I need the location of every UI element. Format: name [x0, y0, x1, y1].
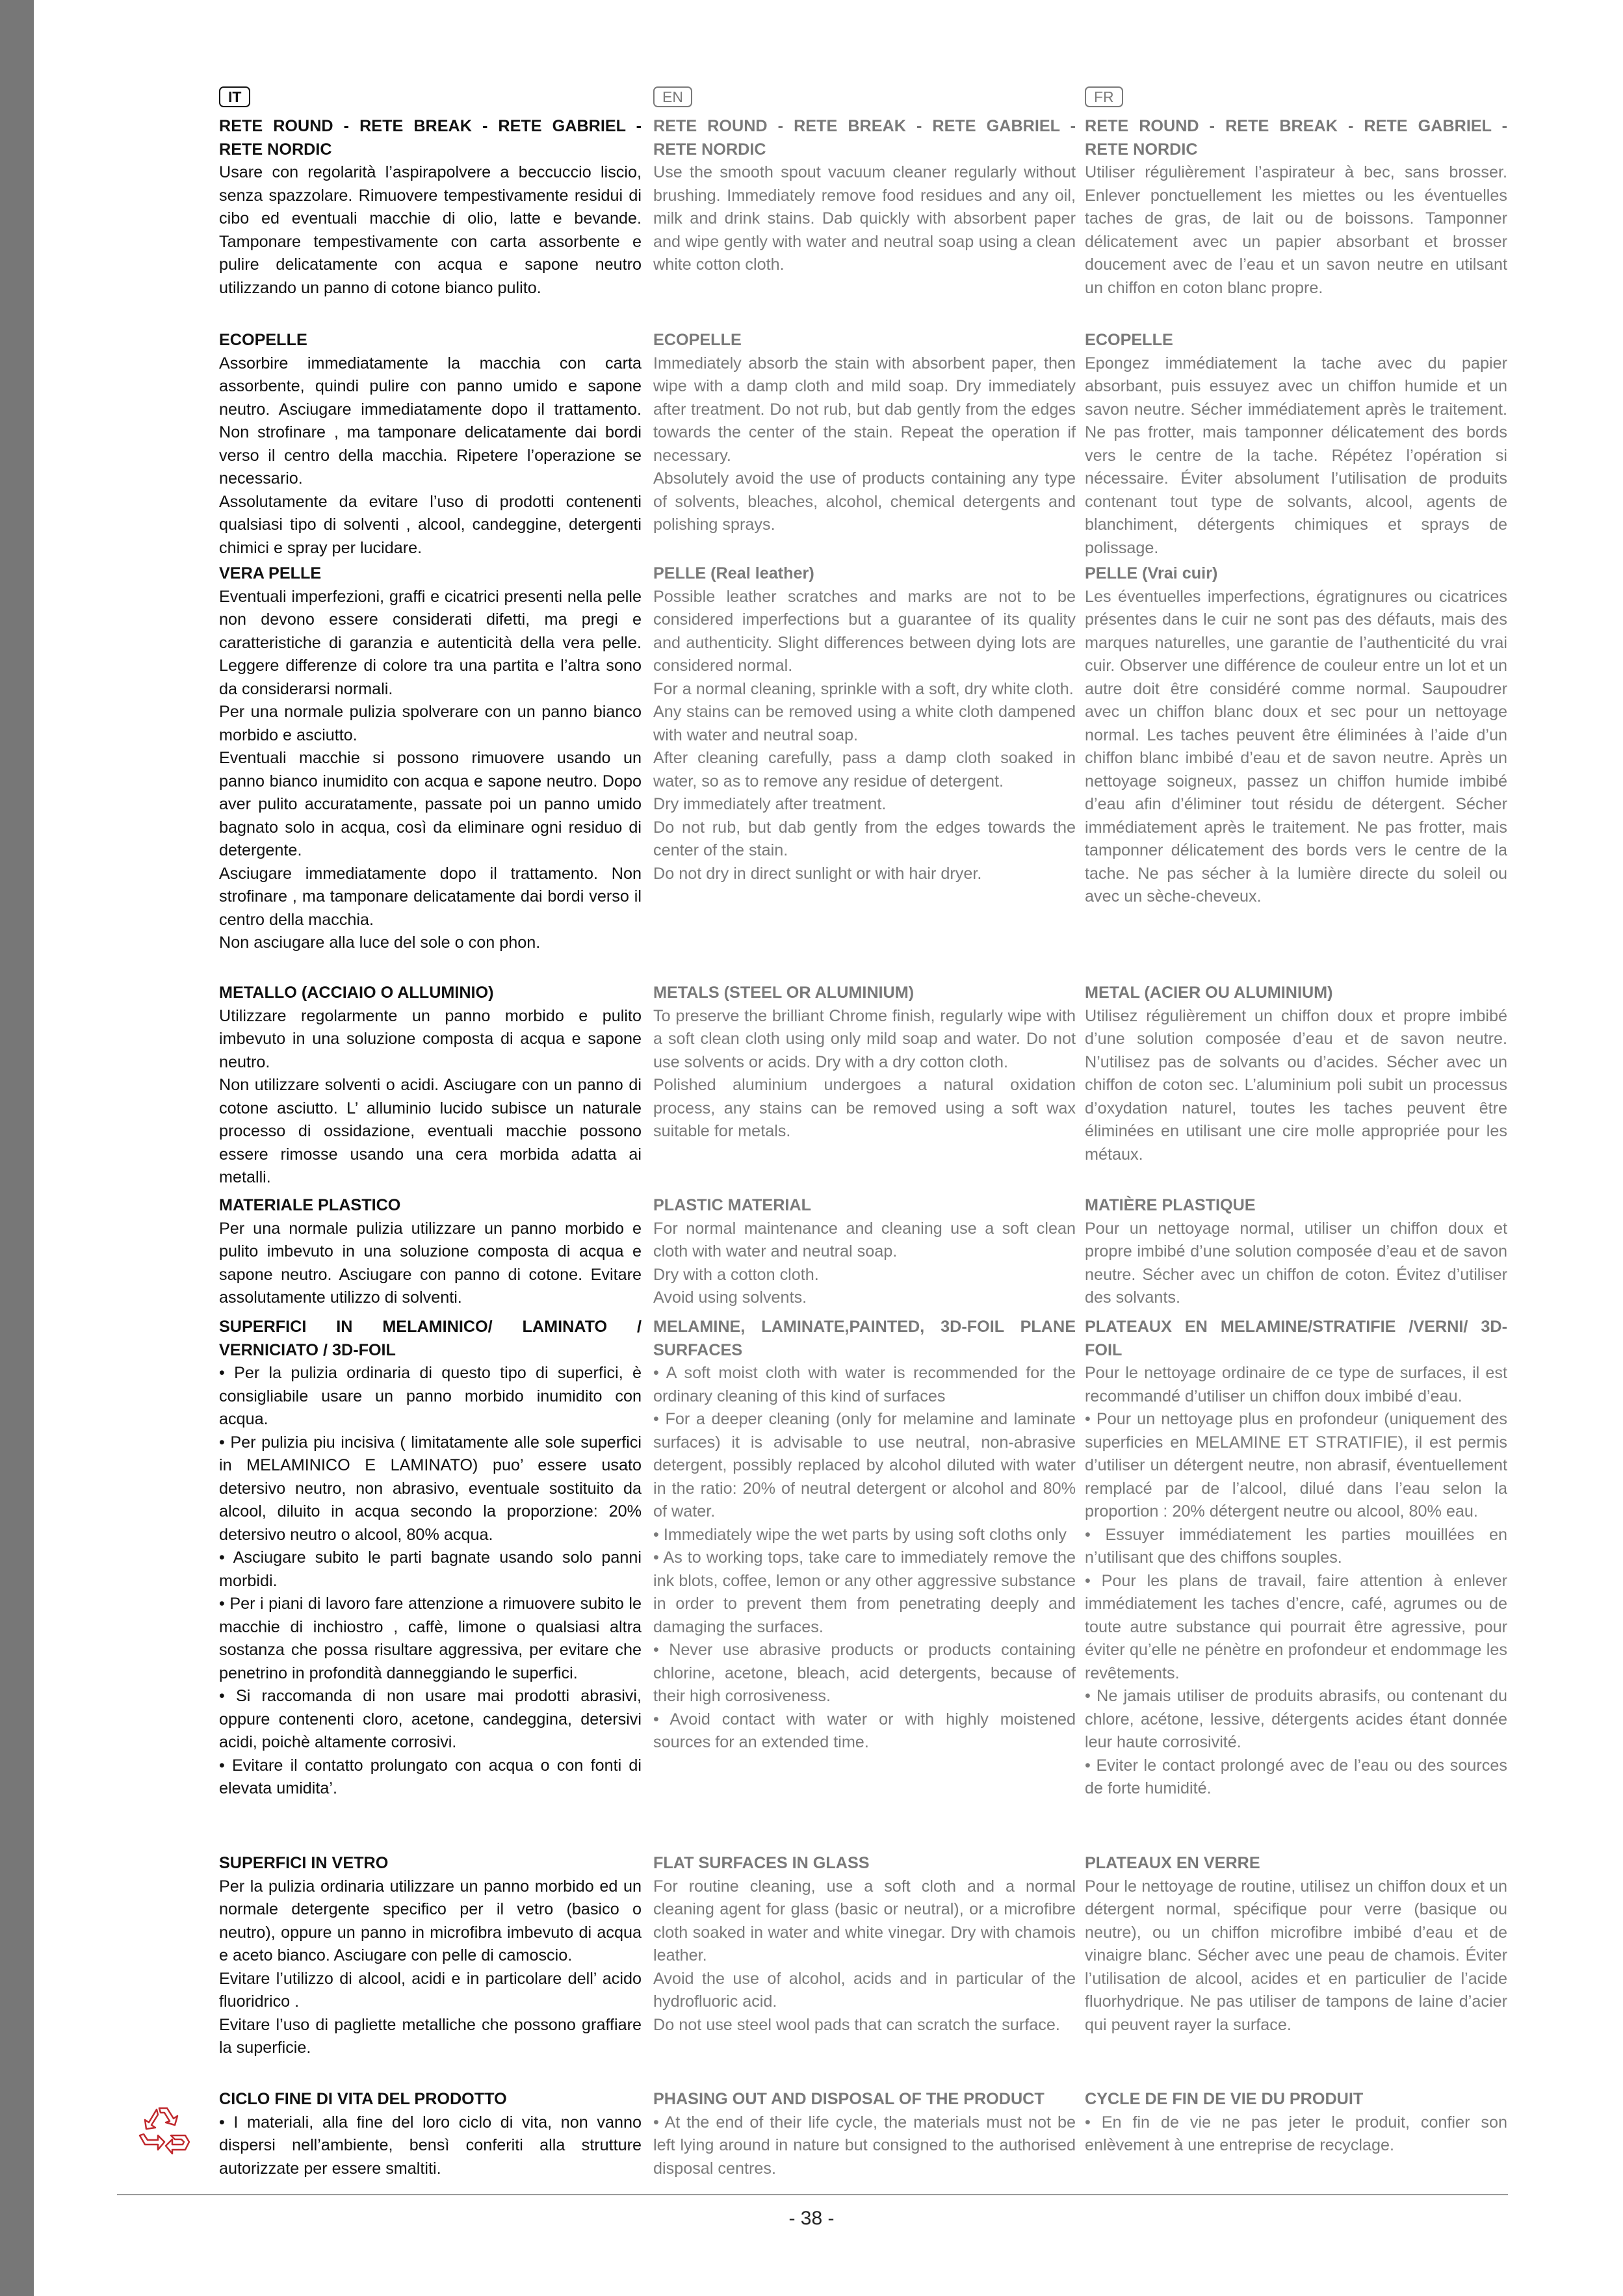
section-en-3 [653, 982, 1076, 1143]
section-title: PLATEAUX EN VERRE [1085, 1854, 1260, 1872]
section-it-3 [219, 982, 642, 1190]
paragraph: Usare con regolarità l’aspirapolvere a beccuccio liscio, senza spazzolare. Rimuovere tempestivamente residui di cibo ed eventuali macchie di olio, latte e bevande. Tamponare tempestivamente con carta assorbente e pulire delicatamente con acqua e sapone neutro utilizzando un panno di cotone bianco pulito. [219, 163, 642, 297]
section-en-2 [653, 562, 1076, 885]
paragraph: Possible leather scratches and marks are not to be considered imperfections but a guarantee of its quality and authenticity. Slight differences between dying lots are considered normal. [653, 587, 1076, 675]
paragraph: • As to working tops, take care to immediately remove the ink blots, coffee, lemon or any other aggressive substance in order to prevent them from penetrating deeply and damaging the surfaces. [653, 1548, 1076, 1636]
section-fr-1 [1085, 329, 1507, 560]
paragraph: • I materiali, alla fine del loro ciclo di vita, non vanno dispersi nell’ambiente, bensì conferiti alla strutture autorizzate per essere smaltiti. [219, 2113, 642, 2178]
section-it-7 [219, 2088, 642, 2180]
paragraph: • Pour les plans de travail, faire attention à enlever immédiatement les taches d’encre, café, agrumes ou de toute autre substance qui pourrait être agressive, pour éviter qu’elle ne pénètre en profondeur et endommage les revêtements. [1085, 1571, 1507, 1682]
paragraph: • Never use abrasive products or products containing chlorine, acetone, bleach, acid detergents, because of their high corrosiveness. [653, 1641, 1076, 1705]
paragraph: • Per pulizia piu incisiva ( limitatamente alle sole superfici in MELAMINICO E LAMINATO) puo’ essere usato detersivo neutro, non abrasivo, eventuale sostituito da alcool, diluito in acqua secondo la proporzione: 20% detersivo neutro o alcool, 80% acqua. [219, 1433, 642, 1544]
section-it-1 [219, 329, 642, 560]
paragraph: Evitare l’uso di pagliette metalliche che possono graffiare la superficie. [219, 2015, 642, 2057]
paragraph: Utilizzare regolarmente un panno morbido e pulito imbevuto in una soluzione composta di acqua e sapone neutro. [219, 1006, 642, 1071]
section-en-0 [653, 115, 1076, 277]
section-title: PELLE (Vrai cuir) [1085, 564, 1218, 582]
paragraph: Pour un nettoyage normal, utiliser un chiffon doux et propre imbibé d’une solution composée d’eau et de savon neutre. Sécher avec un chiffon de coton. Évitez d’utiliser des solvants. [1085, 1219, 1507, 1307]
paragraph: Assolutamente da evitare l’uso di prodotti contenenti qualsiasi tipo di solventi , alcool, candeggine, detergenti chimici e spray per lucidare. [219, 492, 642, 557]
paragraph: Avoid using solvents. [653, 1288, 807, 1307]
section-fr-5 [1085, 1316, 1507, 1801]
section-title: CICLO FINE DI VITA DEL PRODOTTO [219, 2090, 507, 2108]
paragraph: Utilisez régulièrement un chiffon doux et propre imbibé d’une solution composée d’eau et de savon neutre. N’utilisez pas de solvants ou d’acides. Sécher avec un chiffon de coton sec. L’aluminium poli subit un processus d’oxydation naturel, toutes les taches peuvent être éliminées en utilisant une cire molle appropriée pour les métaux. [1085, 1006, 1507, 1164]
section-title: METALLO (ACCIAIO O ALLUMINIO) [219, 984, 494, 1002]
paragraph: Immediately absorb the stain with absorbent paper, then wipe with a damp cloth and mild soap. Dry immediately after treatment. Do not rub, but dab gently from the edges towards the center of the stain. Repeat the operation if necessary. [653, 354, 1076, 465]
paragraph: Assorbire immediatamente la macchia con carta assorbente, quindi pulire con panno umido e sapone neutro. Asciugare immediatamente dopo il trattamento. Non strofinare , ma tamponare delicatamente dai bordi verso il centro della macchia. Ripetere l’operazione se necessario. [219, 354, 642, 488]
section-title: MELAMINE, LAMINATE,PAINTED, 3D-FOIL PLANE SURFACES [653, 1318, 1076, 1359]
section-title: SUPERFICI IN MELAMINICO/ LAMINATO / VERNICIATO / 3D-FOIL [219, 1318, 642, 1359]
section-title: PLASTIC MATERIAL [653, 1196, 811, 1214]
section-fr-2 [1085, 562, 1507, 909]
section-fr-4 [1085, 1194, 1507, 1310]
section-title: FLAT SURFACES IN GLASS [653, 1854, 870, 1872]
section-title: MATERIALE PLASTICO [219, 1196, 401, 1214]
paragraph: • For a deeper cleaning (only for melamine and laminate surfaces) it is advisable to use neutral, non-abrasive detergent, possibly replaced by alcohol diluted with water in the ratio: 20% of neutral detergent or alcohol and 80% of water. [653, 1410, 1076, 1520]
paragraph: For routine cleaning, use a soft cloth and a normal cleaning agent for glass (basic or neutral), or a microfibre cloth soaked in water and white vinegar. Dry with chamois leather. [653, 1877, 1076, 1964]
section-it-4 [219, 1194, 642, 1310]
section-fr-0 [1085, 115, 1507, 300]
paragraph: Eventuali macchie si possono rimuovere usando un panno bianco inumidito con acqua e sapone neutro. Dopo aver pulito accuratamente, passate poi un panno umido bagnato solo in acqua, così da eliminare ogni residuo di detergente. [219, 749, 642, 859]
paragraph: After cleaning carefully, pass a damp cloth soaked in water, so as to remove any residue of detergent. [653, 749, 1076, 790]
paragraph: Per una normale pulizia spolverare con un panno bianco morbido e asciutto. [219, 703, 642, 744]
section-title: PELLE (Real leather) [653, 564, 814, 582]
paragraph: Utiliser régulièrement l’aspirateur à bec, sans brosser. Enlever ponctuellement les miettes ou les éventuelles taches de gras, de lait ou de boissons. Tamponner délicatement avec un papier absorbant et brosser doucement avec de l’eau et un savon neutre en utilsant un chiffon en coton blanc propre. [1085, 163, 1507, 297]
column-fr [1085, 86, 1507, 2154]
paragraph: For normal maintenance and cleaning use a soft clean cloth with water and neutral soap. [653, 1219, 1076, 1260]
paragraph: Absolutely avoid the use of products containing any type of solvents, bleaches, alcohol, chemical detergents and polishing sprays. [653, 469, 1076, 534]
paragraph: • Ne jamais utiliser de produits abrasifs, ou contenant du chlore, acétone, lessive, détergents acides étant donnée leur haute corrosivité. [1085, 1687, 1507, 1751]
paragraph: Dry with a cotton cloth. [653, 1265, 819, 1284]
section-title: MATIÈRE PLASTIQUE [1085, 1196, 1256, 1214]
paragraph: • A soft moist cloth with water is recommended for the ordinary cleaning of this kind of surfaces [653, 1364, 1076, 1405]
lang-badge-it: IT [219, 86, 250, 107]
section-fr-6 [1085, 1852, 1507, 2037]
paragraph: Do not rub, but dab gently from the edges towards the center of the stain. [653, 818, 1076, 859]
section-en-1 [653, 329, 1076, 537]
section-en-4 [653, 1194, 1076, 1310]
section-title: ECOPELLE [653, 331, 742, 349]
paragraph: Pour le nettoyage de routine, utilisez un chiffon doux et un détergent normal, spécifique pour verre (basique ou neutre), ou un chiffon microfibre imbibé d’eau et de vinaigre blanc. Sécher avec une peau de chamois. Éviter l’utilisation de alcool, acides et en particulier de l’acide fluorhydrique. Ne pas utiliser de tampons de laine d’acier qui peuvent rayer la surface. [1085, 1877, 1507, 2034]
section-title: METAL (ACIER OU ALUMINIUM) [1085, 984, 1333, 1002]
paragraph: • Si raccomanda di non usare mai prodotti abrasivi, oppure contenenti cloro, acetone, candeggina, detersivi acidi, poichè altamente corrosivi. [219, 1687, 642, 1751]
section-it-2 [219, 562, 642, 955]
section-title: PLATEAUX EN MELAMINE/STRATIFIE /VERNI/ 3D-FOIL [1085, 1318, 1507, 1359]
paragraph: Do not dry in direct sunlight or with hair dryer. [653, 864, 982, 883]
section-title: VERA PELLE [219, 564, 322, 582]
section-fr-3 [1085, 982, 1507, 1166]
paragraph: Epongez immédiatement la tache avec du papier absorbant, puis essuyez avec un chiffon humide et un savon neutre. Sécher immédiatement après le traitement. Ne pas frotter, mais tamponner délicatement des bords vers le centre de la tache. Répétez l’opération si nécessaire. Éviter absolument l’utilisation de produits contenant tout type de solvants, alcool, agents de blanchiment, détergents chimiques et sprays de polissage. [1085, 354, 1507, 557]
paragraph: Les éventuelles imperfections, égratignures ou cicatrices présentes dans le cuir ne sont pas des défauts, mais des marques naturelles, une garantie de l’authenticité du vrai cuir. Observer une différence de couleur entre un lot et un autre doit être considéré comme normal. Saupoudrer avec un chiffon blanc doux et sec pour un nettoyage normal. Les taches peuvent être éliminées à l’aide d’un chiffon blanc imbibé d’eau et de savon neutre. Après un nettoyage soigneux, passez un chiffon humide imbibé d’eau afin d’éliminer tout résidu de détergent. Sécher immédiatement après le traitement. Ne pas frotter, mais tamponner délicatement des bords vers le centre de la tache. Ne pas sécher à la lumière directe du soleil ou avec un sèche-cheveux. [1085, 587, 1507, 906]
section-title: ECOPELLE [219, 331, 307, 349]
paragraph: • Per i piani di lavoro fare attenzione a rimuovere subito le macchie di inchiostro , caffè, limone o qualsiasi altra sostanza che possa risultare aggressiva, per evitare che penetrino in profondità danneggiando le superfici. [219, 1595, 642, 1682]
section-it-6 [219, 1852, 642, 2060]
page-number: - 38 - [788, 2208, 835, 2229]
lang-badge-fr: FR [1085, 86, 1123, 107]
paragraph: • At the end of their life cycle, the materials must not be left lying around in nature but consigned to the authorised disposal centres. [653, 2113, 1076, 2178]
section-title: PHASING OUT AND DISPOSAL OF THE PRODUCT [653, 2090, 1045, 2108]
paragraph: Use the smooth spout vacuum cleaner regularly without brushing. Immediately remove food residues and any oil, milk and drink stains. Dab quickly with absorbent paper and wipe gently with water and neutral soap using a clean white cotton cloth. [653, 163, 1076, 274]
section-title: ECOPELLE [1085, 331, 1173, 349]
paragraph: Per la pulizia ordinaria utilizzare un panno morbido ed un normale detergente specifico per il vetro (basico o neutro), oppure un panno in microfibra imbevuto di acqua e aceto bianco. Asciugare con pelle di camoscio. [219, 1877, 642, 1964]
paragraph: For a normal cleaning, sprinkle with a soft, dry white cloth. [653, 679, 1074, 698]
paragraph: Evitare l’utilizzo di alcool, acidi e in particolare dell’ acido fluoridrico . [219, 1969, 642, 2011]
paragraph: • Eviter le contact prolongé avec de l’eau ou des sources de forte humidité. [1085, 1756, 1507, 1797]
section-fr-7 [1085, 2088, 1507, 2158]
paragraph: Non asciugare alla luce del sole o con phon. [219, 933, 541, 952]
side-band [0, 0, 34, 2296]
paragraph: Asciugare immediatamente dopo il trattamento. Non strofinare , ma tamponare delicatamente dai bordi verso il centro della macchia. [219, 864, 642, 929]
section-title: CYCLE DE FIN DE VIE DU PRODUIT [1085, 2090, 1364, 2108]
lang-badge-en: EN [653, 86, 692, 107]
column-it [219, 86, 642, 2178]
paragraph: Dry immediately after treatment. [653, 795, 887, 813]
paragraph: Non utilizzare solventi o acidi. Asciugare con un panno di cotone asciutto. L’ alluminio lucido subisce un naturale processo di ossidazione, eventuali macchie possono essere rimosse usando una cera morbida adatta ai metalli. [219, 1076, 642, 1186]
paragraph: • Per la pulizia ordinaria di questo tipo di superfici, è consigliabile usare un panno morbido inumidito con acqua. [219, 1364, 642, 1428]
paragraph: Eventuali imperfezioni, graffi e cicatrici presenti nella pelle non devono essere considerati difetti, ma pregi e caratteristiche di garanzia e autenticità della vera pelle. Leggere differenze di colore tra una partita e l’altra sono da considerarsi normali. [219, 587, 642, 698]
paragraph: Polished aluminium undergoes a natural oxidation process, any stains can be removed using a soft wax suitable for metals. [653, 1076, 1076, 1140]
paragraph: • Evitare il contatto prolungato con acqua o con fonti di elevata umidita’. [219, 1756, 642, 1797]
section-en-5 [653, 1316, 1076, 1755]
section-it-5 [219, 1316, 642, 1801]
paragraph: • Essuyer immédiatement les parties mouillées en n’utilisant que des chiffons souples. [1085, 1525, 1507, 1567]
paragraph: • Pour un nettoyage plus en profondeur (uniquement des superficies en MELAMINE ET STRATIFIE), il est permis d’utiliser un détergent neutre, non abrasif, éventuellement remplacé par de l’alcool, dilué dans l’eau selon la proportion : 20% détergent neutre ou alcool, 80% eau. [1085, 1410, 1507, 1520]
paragraph: Avoid the use of alcohol, acids and in particular of the hydrofluoric acid. [653, 1969, 1076, 2011]
section-en-7 [653, 2088, 1076, 2180]
paragraph: Pour le nettoyage ordinaire de ce type de surfaces, il est recommandé d’utiliser un chiffon doux imbibé d’eau. [1085, 1364, 1507, 1405]
paragraph: Do not use steel wool pads that can scratch the surface. [653, 2015, 1060, 2034]
paragraph: To preserve the brilliant Chrome finish, regularly wipe with a soft clean cloth using only mild soap and water. Do not use solvents or acids. Dry with a dry cotton cloth. [653, 1006, 1076, 1071]
section-en-6 [653, 1852, 1076, 2037]
paragraph: • Avoid contact with water or with highly moistened sources for an extended time. [653, 1710, 1076, 1751]
paragraph: Per una normale pulizia utilizzare un panno morbido e pulito imbevuto in una soluzione composta di acqua e sapone neutro. Asciugare con panno di cotone. Evitare assolutamente utilizzo di solventi. [219, 1219, 642, 1307]
section-title: SUPERFICI IN VETRO [219, 1854, 389, 1872]
section-title: RETE ROUND - RETE BREAK - RETE GABRIEL - RETE NORDIC [219, 117, 642, 159]
recycle-icon [133, 2102, 195, 2157]
section-title: METALS (STEEL OR ALUMINIUM) [653, 984, 915, 1002]
paragraph: • Immediately wipe the wet parts by using soft cloths only [653, 1525, 1067, 1544]
paragraph: • Asciugare subito le parti bagnate usando solo panni morbidi. [219, 1548, 642, 1590]
footer-divider [117, 2194, 1508, 2195]
paragraph: Any stains can be removed using a white cloth dampened with water and neutral soap. [653, 703, 1076, 744]
section-title: RETE ROUND - RETE BREAK - RETE GABRIEL - RETE NORDIC [653, 117, 1076, 159]
column-en [653, 86, 1076, 2178]
section-it-0 [219, 115, 642, 300]
section-title: RETE ROUND - RETE BREAK - RETE GABRIEL - RETE NORDIC [1085, 117, 1507, 159]
paragraph: • En fin de vie ne pas jeter le produit, confier son enlèvement à une entreprise de recyclage. [1085, 2113, 1507, 2154]
